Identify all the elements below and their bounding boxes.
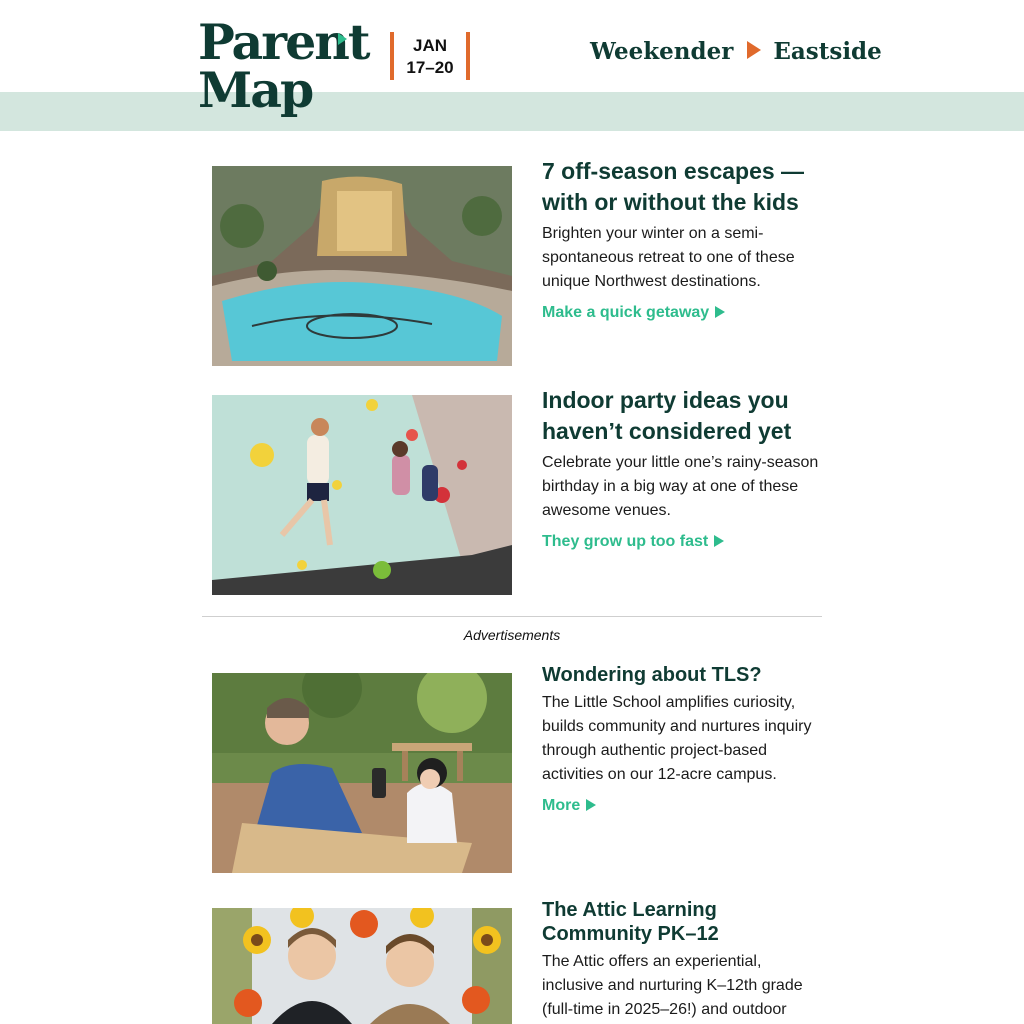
article-cta-link[interactable]: [542, 533, 724, 551]
students-sunflower-frame-photo[interactable]: [212, 908, 512, 1024]
header-band: [0, 92, 1024, 131]
article-title[interactable]: 7 off-season escapes — with or without the kids: [542, 158, 805, 215]
article-text: [542, 158, 822, 322]
adult-child-woodworking-photo[interactable]: [212, 673, 512, 873]
logo-line-2: Map: [198, 61, 313, 119]
issue-date-month: JAN: [412, 36, 447, 55]
indoor-pool-grotto-photo[interactable]: [212, 166, 512, 366]
kids-climbing-wall-photo[interactable]: [212, 395, 512, 595]
ad-text: [542, 899, 822, 1022]
cta-label: Make a quick getaway: [542, 304, 710, 321]
ads-label: Advertisements: [463, 627, 561, 643]
ad-body: The Little School amplifies curiosity, builds community and nurtures inquiry through authentic project-based activities on our 12-acre campus.: [542, 694, 812, 783]
ad-cta-link[interactable]: [542, 797, 596, 815]
edition-weekender: Weekender: [590, 38, 734, 65]
article-text: [542, 387, 822, 551]
pool-illustration: [212, 166, 512, 366]
logo-line-1: Parent: [198, 13, 369, 71]
issue-date-days: 17–20: [406, 58, 454, 77]
ad-title[interactable]: Wondering about TLS?: [542, 664, 762, 686]
cta-label: They grow up too fast: [542, 533, 709, 550]
edition-eastside: Eastside: [773, 38, 882, 65]
students-illustration: [212, 908, 512, 1024]
article-title[interactable]: Indoor party ideas you haven’t considered yet: [542, 387, 792, 444]
article-body: Celebrate your little one’s rainy-season birthday in a big way at one of these awesome venues.: [542, 454, 819, 519]
parentmap-logo[interactable]: [198, 13, 369, 120]
play-arrow-icon: [714, 535, 724, 547]
ad-title[interactable]: The Attic Learning Community PK–12: [542, 899, 719, 945]
logo-play-icon: [338, 33, 347, 45]
ad-text: [542, 664, 822, 815]
woodworking-illustration: [212, 673, 512, 873]
climbing-illustration: [212, 395, 512, 595]
article-cta-link[interactable]: [542, 304, 725, 322]
edition-arrow-icon: [747, 41, 761, 59]
edition-title: [590, 38, 882, 70]
article-body: Brighten your winter on a semi-spontaneous retreat to one of these unique Northwest destinations.: [542, 225, 795, 290]
play-arrow-icon: [715, 306, 725, 318]
issue-date: [390, 32, 470, 80]
play-arrow-icon: [586, 799, 596, 811]
header: [0, 0, 1024, 119]
cta-label: More: [542, 797, 581, 814]
section-divider: [202, 616, 822, 617]
ad-body: The Attic offers an experiential, inclusive and nurturing K–12th grade (full-time in 2025–26!) and outdoor: [542, 953, 803, 1018]
